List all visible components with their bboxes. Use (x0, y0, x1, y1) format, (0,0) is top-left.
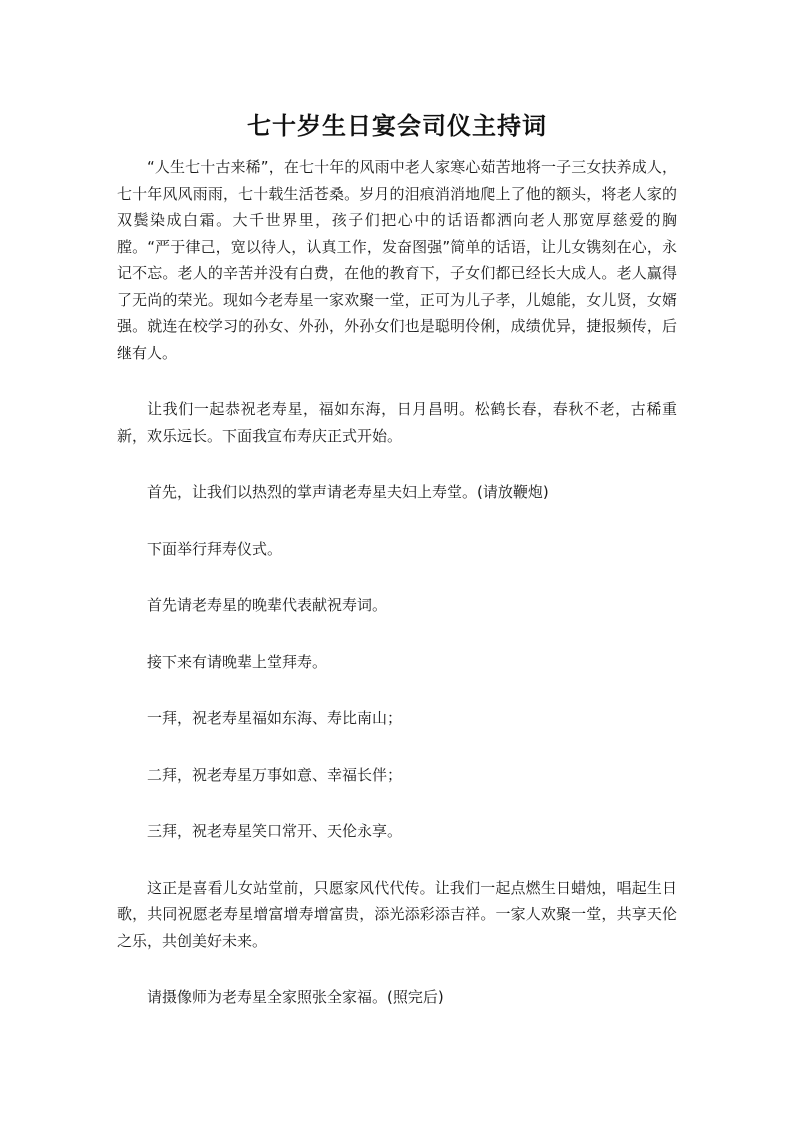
paragraph-ceremony: 下面举行拜寿仪式。 (147, 539, 283, 558)
paragraph-intro: “人生七十古来稀”，在七十年的风雨中老人家寒心茹苦地将一子三女扶养成人，七十年风风雨雨，七十载生活苍桑。岁月的泪痕消消地爬上了他的额头，将老人家的双鬓染成白霜。大千世界里，孩子们把心中的话语都洒向老人那宽厚慈爱的胸膛。“严于律己，宽以待人，认真工作，发奋图强”简单的话语，让儿女镌刻在心，永记不忘。老人的辛苦并没有白费，在他的教育下，子女们都已经长大成人。老人赢得了无尚的荣光。现如今老寿星一家欢聚一堂，正可为儿子孝，儿媳能，女儿贤，女婿强。就连在校学习的孙女、外孙，外孙女们也是聪明伶俐，成绩优异，捷报频传，后继有人。 (117, 158, 677, 362)
paragraph-bow-two: 二拜，祝老寿星万事如意、幸福长伴； (147, 765, 403, 784)
paragraph-bow-intro: 接下来有请晚辈上堂拜寿。 (147, 652, 328, 671)
paragraph-photo: 请摄像师为老寿星全家照张全家福。(照完后) (147, 988, 444, 1006)
paragraph-welcome: 首先，让我们以热烈的掌声请老寿星夫妇上寿堂。(请放鞭炮) (147, 483, 549, 501)
paragraph-blessing: 让我们一起恭祝老寿星，福如东海，日月昌明。松鹤长春，春秋不老，古稀重新，欢乐远长。下面我宣布寿庆正式开始。 (117, 400, 677, 445)
paragraph-bow-one: 一拜，祝老寿星福如东海、寿比南山； (147, 709, 403, 727)
paragraph-candles: 这正是喜看儿女站堂前，只愿家风代代传。让我们一起点燃生日蜡烛，唱起生日歌，共同祝愿老寿星增富增寿增富贵，添光添彩添吉祥。一家人欢聚一堂，共享天伦之乐，共创美好未来。 (117, 878, 677, 950)
document-title: 七十岁生日宴会司仪主持词 (247, 112, 547, 140)
document-body (117, 154, 677, 1041)
paragraph-bow-three: 三拜，祝老寿星笑口常开、天伦永享。 (147, 822, 403, 840)
paragraph-speech: 首先请老寿星的晚辈代表献祝寿词。 (147, 596, 388, 614)
